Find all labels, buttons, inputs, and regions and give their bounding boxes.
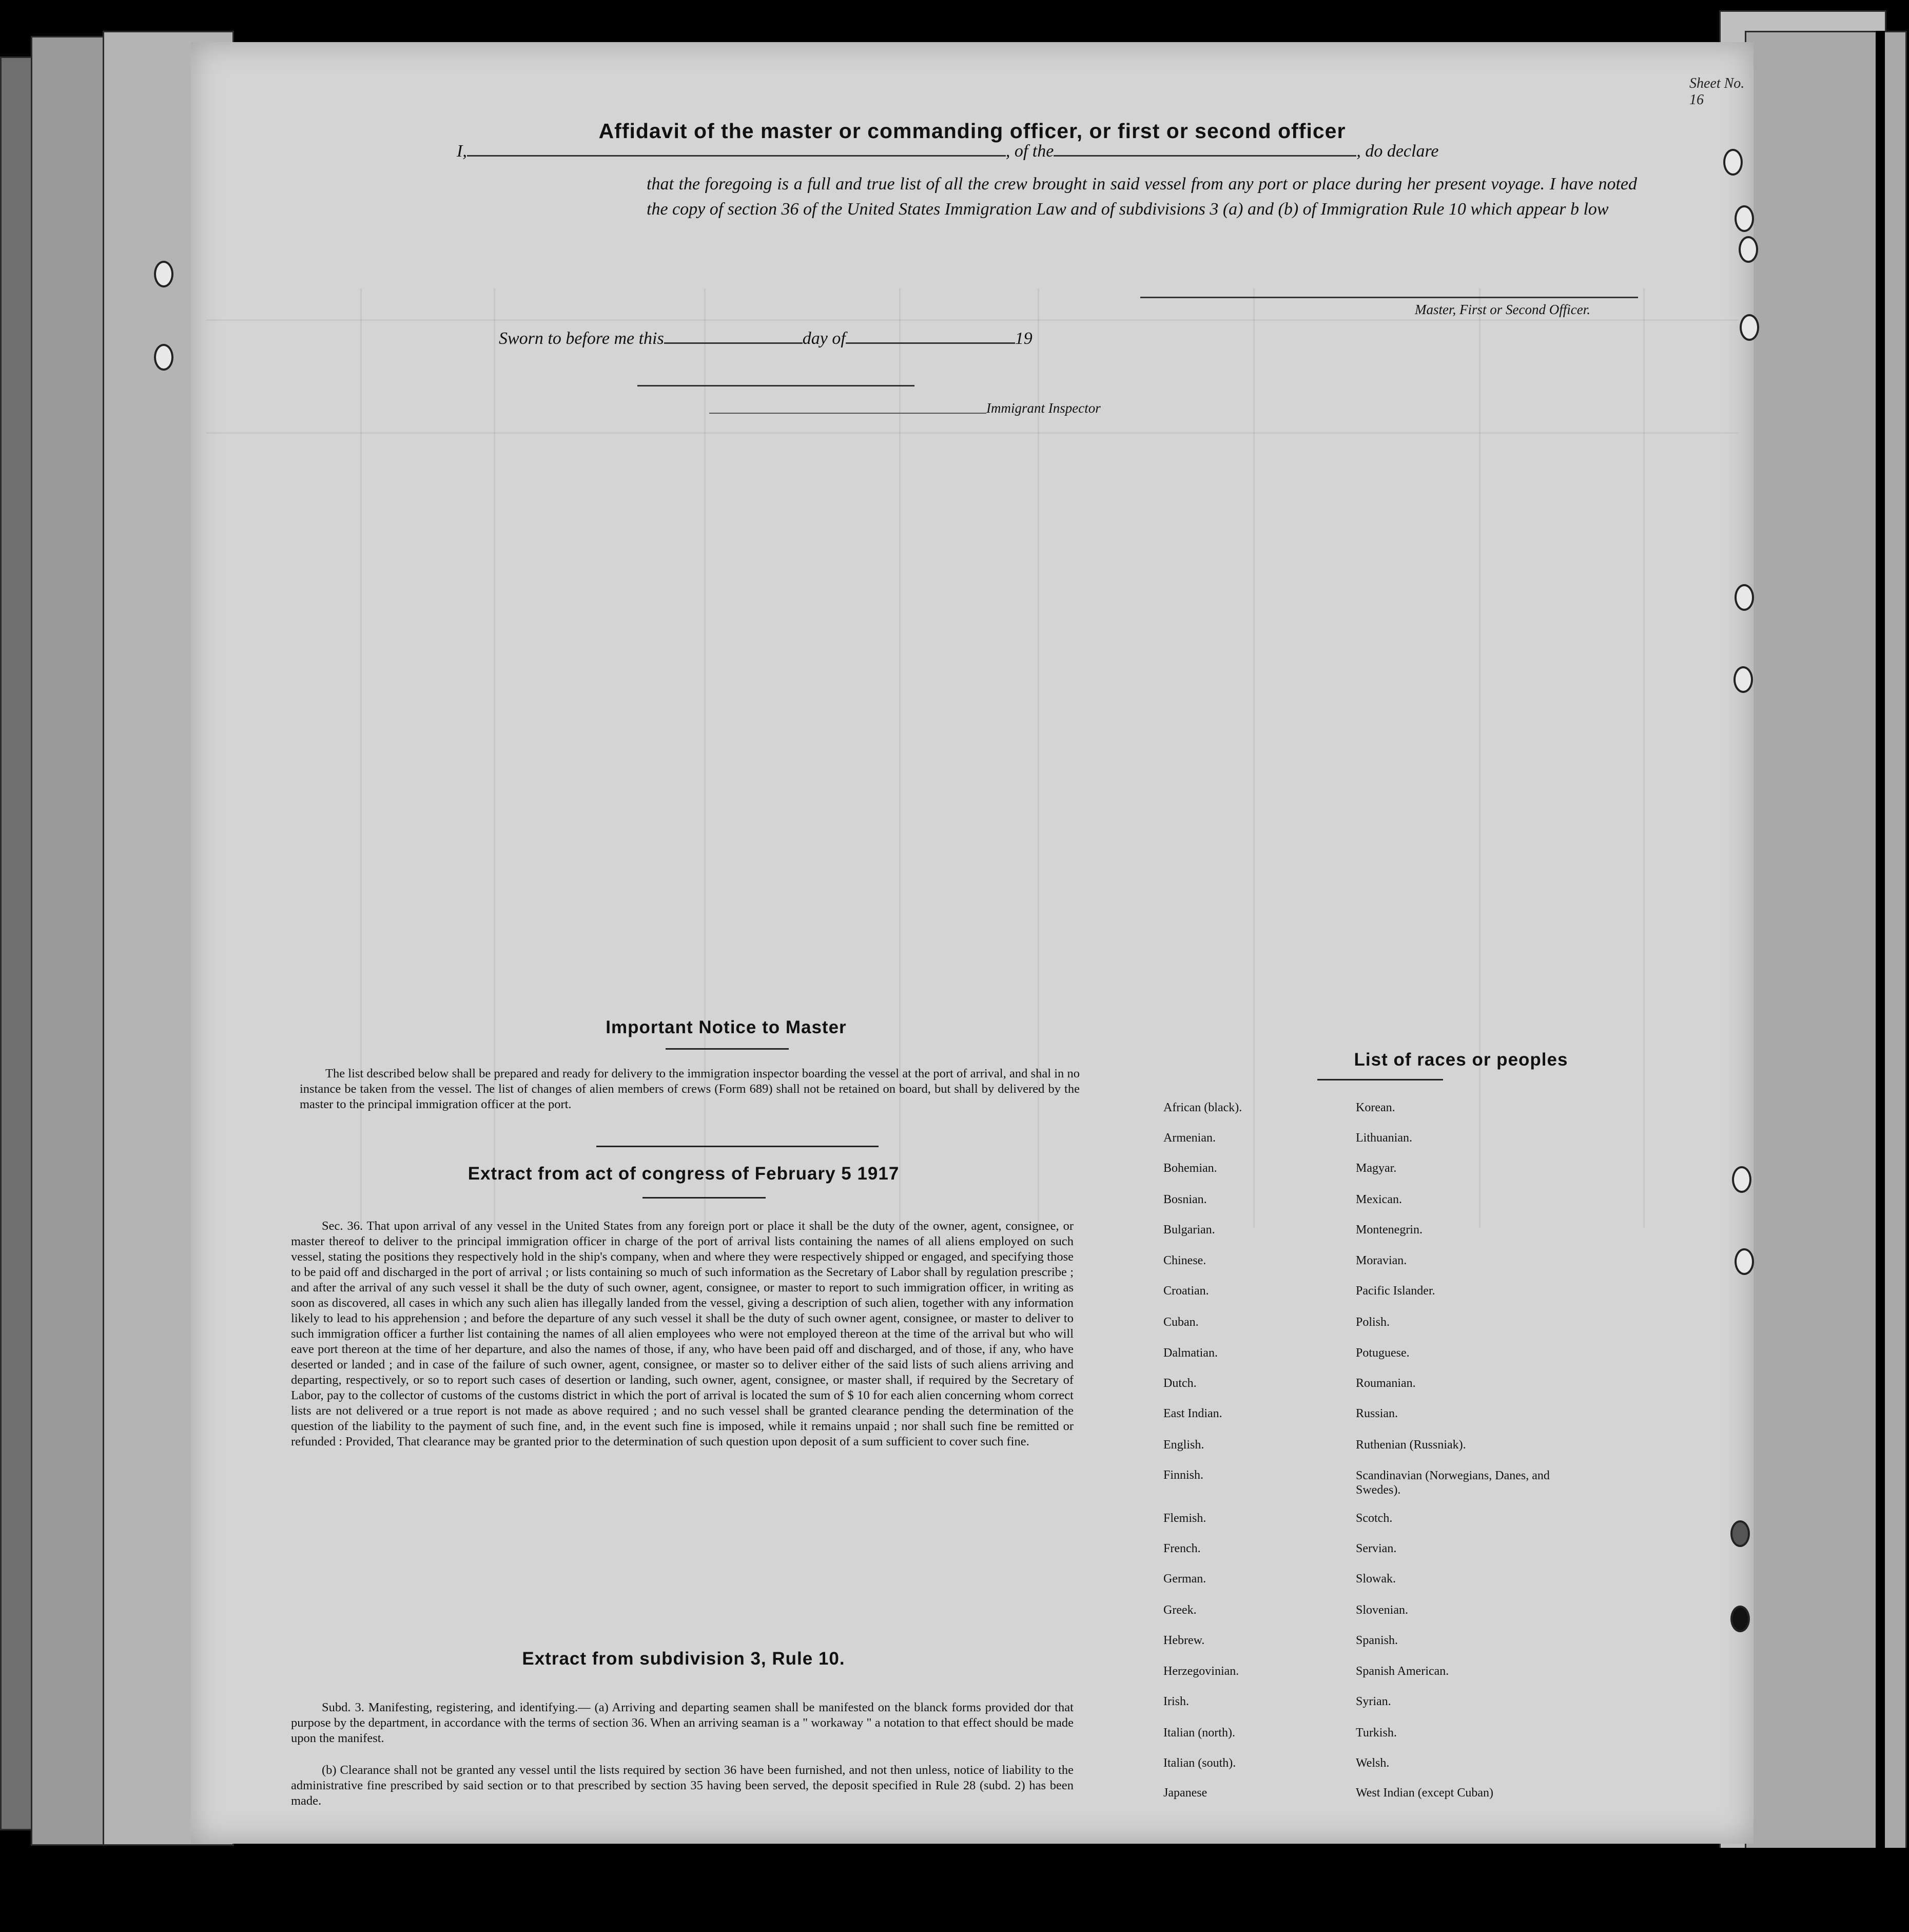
race-item: Scotch. bbox=[1356, 1512, 1393, 1525]
master-signature-line bbox=[1140, 297, 1638, 298]
master-caption: Master, First or Second Officer. bbox=[1415, 302, 1590, 317]
rule-extract-para-a: Subd. 3. Manifesting, registering, and identifying.— (a) Arriving and departing seamen shall be manifested on the blanck forms provided dor that purpose by the department, in accordance with the terms of section 36. When an arriving seaman is a " workaway " a notation to that effect should be made upon the manifest. bbox=[291, 1701, 1074, 1745]
punch-hole bbox=[1740, 314, 1759, 341]
name-blank bbox=[467, 140, 1006, 157]
page-edge-shadow bbox=[1876, 31, 1885, 1879]
act-rule bbox=[642, 1197, 766, 1199]
sworn-year: 19 bbox=[1015, 329, 1033, 348]
sheet-number: Sheet No. 16 bbox=[1689, 75, 1745, 108]
sworn-day-of: day of bbox=[802, 329, 846, 348]
sworn-line bbox=[499, 327, 1033, 349]
race-item: Italian (south). bbox=[1163, 1756, 1236, 1770]
punch-hole bbox=[1730, 1606, 1750, 1632]
notice-rule bbox=[666, 1048, 789, 1050]
race-item: Croatian. bbox=[1163, 1284, 1209, 1298]
race-item: Chinese. bbox=[1163, 1254, 1206, 1267]
bottom-shadow bbox=[0, 1848, 1909, 1932]
declaration-i: I, bbox=[457, 142, 467, 161]
bleed-through-line bbox=[206, 319, 1738, 321]
bleed-through-line bbox=[206, 432, 1738, 434]
bleed-through-line bbox=[1253, 288, 1255, 1228]
race-item: Cuban. bbox=[1163, 1316, 1199, 1329]
bleed-through-line bbox=[1643, 288, 1645, 1228]
race-item: Dutch. bbox=[1163, 1377, 1197, 1390]
declaration-do-declare: , do declare bbox=[1356, 142, 1439, 161]
race-item: West Indian (except Cuban) bbox=[1356, 1786, 1493, 1800]
race-item: Greek. bbox=[1163, 1603, 1197, 1617]
race-item: Scandinavian (Norwegians, Danes, and Swedes). bbox=[1356, 1469, 1550, 1497]
race-item: English. bbox=[1163, 1438, 1204, 1452]
race-item: Servian. bbox=[1356, 1542, 1397, 1555]
race-item: Korean. bbox=[1356, 1101, 1395, 1114]
race-item: Bulgarian. bbox=[1163, 1223, 1215, 1237]
rule-extract-para-b: (b) Clearance shall not be granted any vessel until the lists required by section 36 have been furnished, and not then unless, notice of liability to the administrative fine prescribed by said section or to that prescribed by section 35 having been served, the deposit specified in Rule 28 (subd. 2) has been made. bbox=[291, 1763, 1074, 1808]
punch-hole bbox=[154, 344, 173, 371]
races-title: List of races or peoples bbox=[1354, 1050, 1568, 1070]
notice-body: The list described below shall be prepared and ready for delivery to the immigration inspector boarding the vessel at the port of arrival, and shal in no instance be taken from the vessel. The list of changes of alien members of crews (Form 689) shall not be retained on board, but shall by delivered by the master to the principal immigration officer at the port. bbox=[300, 1067, 1080, 1111]
declaration-of-the: , of the bbox=[1005, 142, 1054, 161]
race-item: Finnish. bbox=[1163, 1469, 1204, 1482]
bleed-through-line bbox=[1479, 288, 1481, 1228]
punch-hole bbox=[1733, 666, 1753, 693]
section-rule bbox=[596, 1146, 879, 1147]
punch-hole bbox=[154, 261, 173, 287]
race-item: Slovenian. bbox=[1356, 1603, 1408, 1617]
sworn-month-blank bbox=[846, 327, 1015, 344]
race-item: Japanese bbox=[1163, 1786, 1207, 1800]
rule-extract-title: Extract from subdivision 3, Rule 10. bbox=[522, 1649, 845, 1669]
race-item: Lithuanian. bbox=[1356, 1131, 1412, 1145]
punch-hole bbox=[1723, 149, 1743, 176]
race-item: Armenian. bbox=[1163, 1131, 1216, 1145]
race-item: Turkish. bbox=[1356, 1726, 1397, 1740]
race-item: East Indian. bbox=[1163, 1407, 1222, 1420]
race-item: Polish. bbox=[1356, 1316, 1390, 1329]
race-item: Flemish. bbox=[1163, 1512, 1206, 1525]
races-rule bbox=[1317, 1079, 1443, 1080]
punch-hole bbox=[1739, 236, 1758, 263]
race-item: Slowak. bbox=[1356, 1572, 1396, 1586]
race-item: Montenegrin. bbox=[1356, 1223, 1423, 1237]
race-item: Syrian. bbox=[1356, 1695, 1391, 1708]
race-item: Welsh. bbox=[1356, 1756, 1390, 1770]
race-item: Herzegovinian. bbox=[1163, 1665, 1239, 1678]
race-item: French. bbox=[1163, 1542, 1201, 1555]
race-item: Roumanian. bbox=[1356, 1377, 1416, 1390]
sworn-day-blank bbox=[664, 327, 803, 344]
punch-hole bbox=[1735, 584, 1754, 611]
punch-hole bbox=[1730, 1520, 1750, 1547]
race-item: African (black). bbox=[1163, 1101, 1242, 1114]
race-item: Moravian. bbox=[1356, 1254, 1407, 1267]
race-item: Mexican. bbox=[1356, 1193, 1402, 1206]
punch-hole bbox=[1735, 205, 1754, 232]
race-item: Potuguese. bbox=[1356, 1346, 1410, 1360]
declaration-line bbox=[457, 140, 1439, 161]
race-item: Bohemian. bbox=[1163, 1162, 1217, 1175]
declaration-body: that the foregoing is a full and true list of all the crew brought in said vessel from any port or place during her present voyage. I have noted the copy of section 36 of the United States Immigration Law and of subdivisions 3 (a) and (b) of Immigration Rule 10 which appear b low bbox=[647, 175, 1637, 219]
race-item: Ruthenian (Russniak). bbox=[1356, 1438, 1466, 1452]
race-item: German. bbox=[1163, 1572, 1206, 1586]
race-item: Italian (north). bbox=[1163, 1726, 1235, 1740]
inspector-signature-line bbox=[637, 385, 914, 387]
race-item: Pacific Islander. bbox=[1356, 1284, 1435, 1298]
punch-hole bbox=[1732, 1166, 1751, 1193]
race-item: Dalmatian. bbox=[1163, 1346, 1218, 1360]
inspector-underline bbox=[709, 413, 986, 414]
race-item: Hebrew. bbox=[1163, 1634, 1205, 1647]
affidavit-title: Affidavit of the master or commanding officer, or first or second officer bbox=[598, 119, 1346, 143]
race-item: Magyar. bbox=[1356, 1162, 1397, 1175]
act-extract-title: Extract from act of congress of February 5 1917 bbox=[467, 1164, 900, 1184]
vessel-blank bbox=[1054, 140, 1356, 157]
race-item: Russian. bbox=[1356, 1407, 1398, 1420]
race-item: Spanish American. bbox=[1356, 1665, 1449, 1678]
punch-hole bbox=[1735, 1248, 1754, 1275]
notice-title: Important Notice to Master bbox=[606, 1017, 847, 1037]
race-item: Irish. bbox=[1163, 1695, 1189, 1708]
manifest-page bbox=[191, 42, 1754, 1844]
act-extract-body: Sec. 36. That upon arrival of any vessel in the United States from any foreign port or place it shall be the duty of the owner, agent, consignee, or master thereof to deliver to the principal immigration officer in charge of the port of arrival lists containing the names of all aliens employed on such vessel, stating the positions they respectively hold in the ship's company, when and where they were respectively shipped or engaged, and specifying those to be paid off and discharged in the port of arrival ; or lists containing so much of such information as the Secretary of Labor shall by regulation prescribe ; and after the arrival of any such vessel it shall be the duty of such owner, agent, consignee, or master to report to such immigration officer, in writing as soon as discovered, all cases in which any such alien has illegally landed from the vessel, giving a description of such alien, together with any information likely to lead to his apprehension ; and before the departure of any such vessel it shall be the duty of such owner agent, consignee, or master to deliver to such immigration officer a further list containing the names of all alien employees who were not employed thereon at the time of the arrival but who will eave port thereon at the time of her departure, and also the names of those, if any, who have been paid off and discharged, and of those, if any, who have deserted or landed ; and in case of the failure of such owner, agent, consignee, or master so to deliver either of the said lists of such aliens arriving and departing, respectively, or so to report such cases of desertion or landing, such owner, agent, consignee, or master shall, if required by the Secretary of Labor, pay to the collector of customs of the customs district in which the port of arrival is located the sum of $ 10 for each alien concerning whom correct lists are not delivered or a true report is not made as above required ; and no such vessel shall be granted clearance pending the determination of the question of the liability to the payment of such fine, and, in the event such fine is imposed, while it remains unpaid ; nor shall such fine be remitted or refunded : Provided, That clearance may be granted prior to the determination of such question upon deposit of a sum sufficient to cover such fine. bbox=[291, 1219, 1074, 1448]
race-item: Spanish. bbox=[1356, 1634, 1398, 1647]
race-item: Bosnian. bbox=[1163, 1193, 1207, 1206]
inspector-caption: Immigrant Inspector bbox=[986, 400, 1101, 416]
sworn-prefix: Sworn to before me this bbox=[499, 329, 664, 348]
